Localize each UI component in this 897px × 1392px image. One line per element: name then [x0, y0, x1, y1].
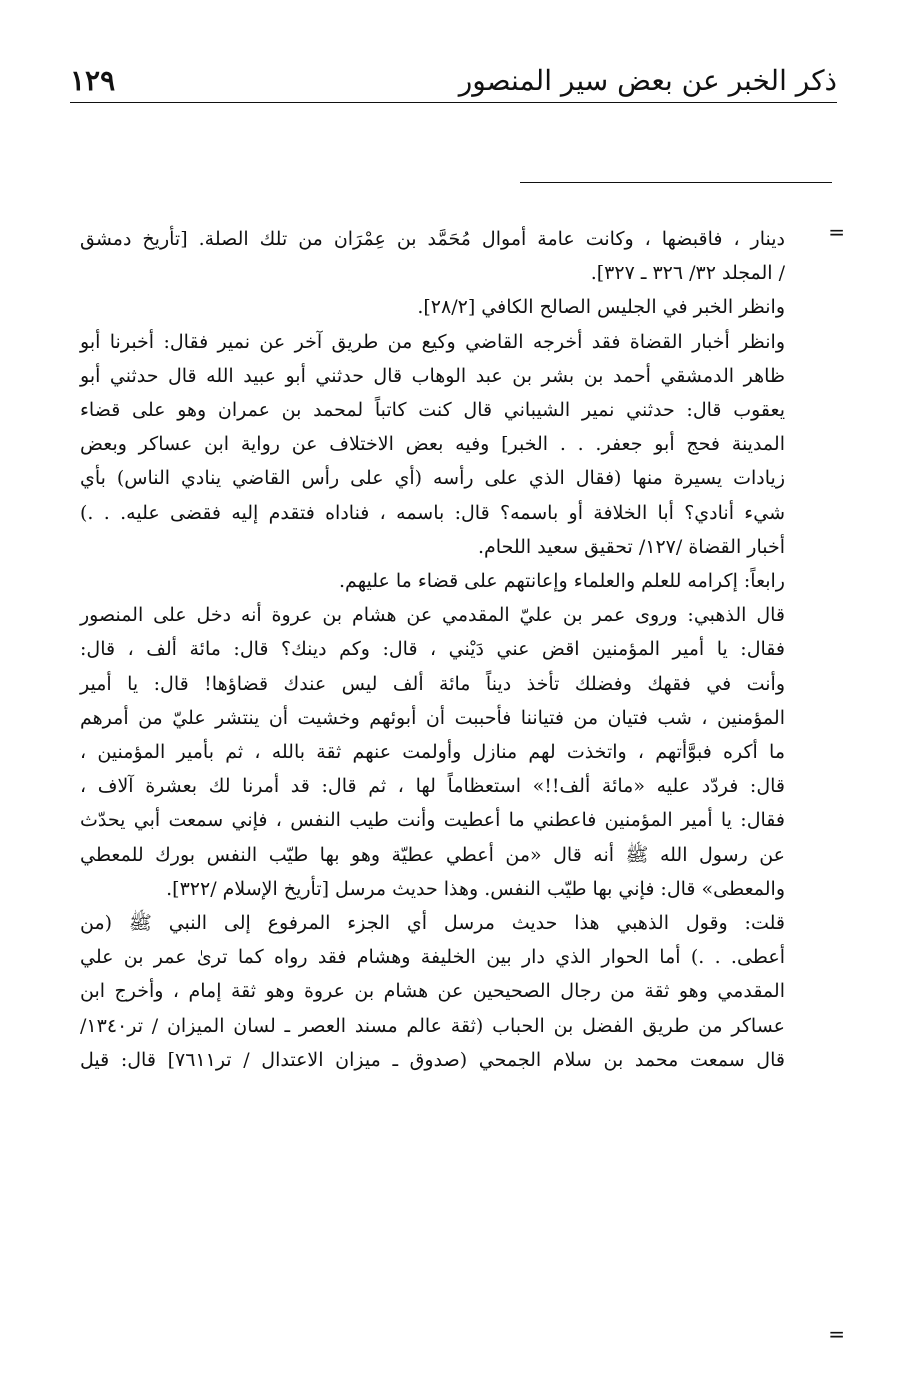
text-line: قال: فردّد عليه «مائة ألف!!» استعظاماً لها ، ثم قال: قد أمرنا لك بعشرة آلاف ،: [80, 775, 785, 798]
text-line: أخبار القضاة /١٢٧/ تحقيق سعيد اللحام.: [477, 535, 785, 558]
text-line: زيادات يسيرة منها (فقال الذي على رأسه (أي على رأس القاضي ينادي الناس) بأي: [80, 467, 785, 490]
page-number: ١٢٩: [70, 63, 116, 97]
section-heading: رابعاً: إكرامه للعلم والعلماء وإعانتهم على قضاء ما عليهم.: [339, 570, 785, 593]
text-line: يعقوب قال: حدثني نمير الشيباني قال كنت كاتباً لمحمد بن عمران وهو على قضاء: [80, 399, 785, 422]
text-line: قال سمعت محمد بن سلام الجمحي (صدوق ـ ميزان الاعتدال / تر٧٦١١] قال: قيل: [80, 1048, 785, 1071]
text-line: فقال: يا أمير المؤمنين فاعطني ما أعطيت وأنت طيب النفس ، فإني سمعت أبي يحدّث: [80, 809, 785, 832]
text-line: دينار ، فاقبضها ، وكانت عامة أموال مُحَمَّد بن عِمْرَان من تلك الصلة. [تأريخ دمشق: [80, 228, 785, 250]
text-line: وأنت في فقهك وفضلك تأخذ ديناً مائة ألف ليس عندك قضاؤها! قال: يا أمير: [80, 672, 785, 695]
text-line: وانظر أخبار القضاة فقد أخرجه القاضي وكيع من طريق آخر عن نمير فقال: أخبرنا أبو: [80, 330, 785, 353]
text-line: والمعطى» قال: فإني بها طيّب النفس. وهذا حديث مرسل [تأريخ الإسلام /٣٢٢].: [166, 877, 785, 900]
text-line: المدينة فحج أبو جعفر. . . الخبر] وفيه بعض الاختلاف عن رواية ابن عساكر وبعض: [80, 433, 785, 456]
text-line: قلت: وقول الذهبي هذا حديث مرسل أي الجزء المرفوع إلى النبي ﷺ (من: [80, 912, 785, 935]
text-line: عساكر من طريق الفضل بن الحباب (ثقة عالم مسند العصر ـ لسان الميزان / تر١٣٤٠/: [80, 1014, 785, 1037]
footnote-rule: [520, 182, 832, 183]
text-line: المؤمنين ، شب فتيان من فتياننا فأحببت أن أبوئهم وخشيت أن ينتشر عليّ من أمرهم: [80, 706, 785, 729]
text-line: ما أكره فبوَّأتهم ، واتخذت لهم منازل وأولمت عنهم ثقة بالله ، ثم بأمير المؤمنين ،: [80, 741, 785, 764]
footnote-body: [80, 222, 785, 1077]
text-line: / المجلد ٣٢/ ٣٢٦ ـ ٣٢٧].: [590, 262, 785, 285]
text-line: شيء أنادي؟ أبا الخلافة أو باسمه؟ قال: باسمه ، فناداه فتقدم إليه فقضى عليه. . .): [80, 501, 785, 524]
text-line: ظاهر الدمشقي أحمد بن بشر بن عبد الوهاب قال حدثني أبو عبيد الله قال حدثني أبو: [80, 364, 785, 387]
text-line: وانظر الخبر في الجليس الصالح الكافي [٢٨/٢].: [417, 296, 785, 319]
text-line: عن رسول الله ﷺ أنه قال «من أعطي عطيّة وهو بها طيّب النفس بورك للمعطي: [80, 843, 785, 866]
continuation-mark: =: [828, 220, 845, 244]
text-line: قال الذهبي: وروى عمر بن عليّ المقدمي عن هشام بن عروة أنه دخل على المنصور: [80, 604, 785, 627]
page-header: [70, 60, 837, 100]
text-line: أعطى. . .) أما الحوار الذي دار بين الخليفة وهشام فقد رواه كما ترىٰ عمر بن علي: [80, 946, 785, 969]
text-line: المقدمي وهو ثقة من رجال الصحيحين عن هشام بن عروة وهو ثقة إمام ، وأخرج ابن: [80, 980, 785, 1003]
header-rule: [70, 102, 837, 103]
running-title: ذكر الخبر عن بعض سير المنصور: [458, 63, 837, 97]
continued-mark: =: [828, 1322, 845, 1346]
text-line: فقال: يا أمير المؤمنين اقض عني دَيْني ، قال: وكم دينك؟ قال: مائة ألف ، قال:: [80, 638, 785, 661]
